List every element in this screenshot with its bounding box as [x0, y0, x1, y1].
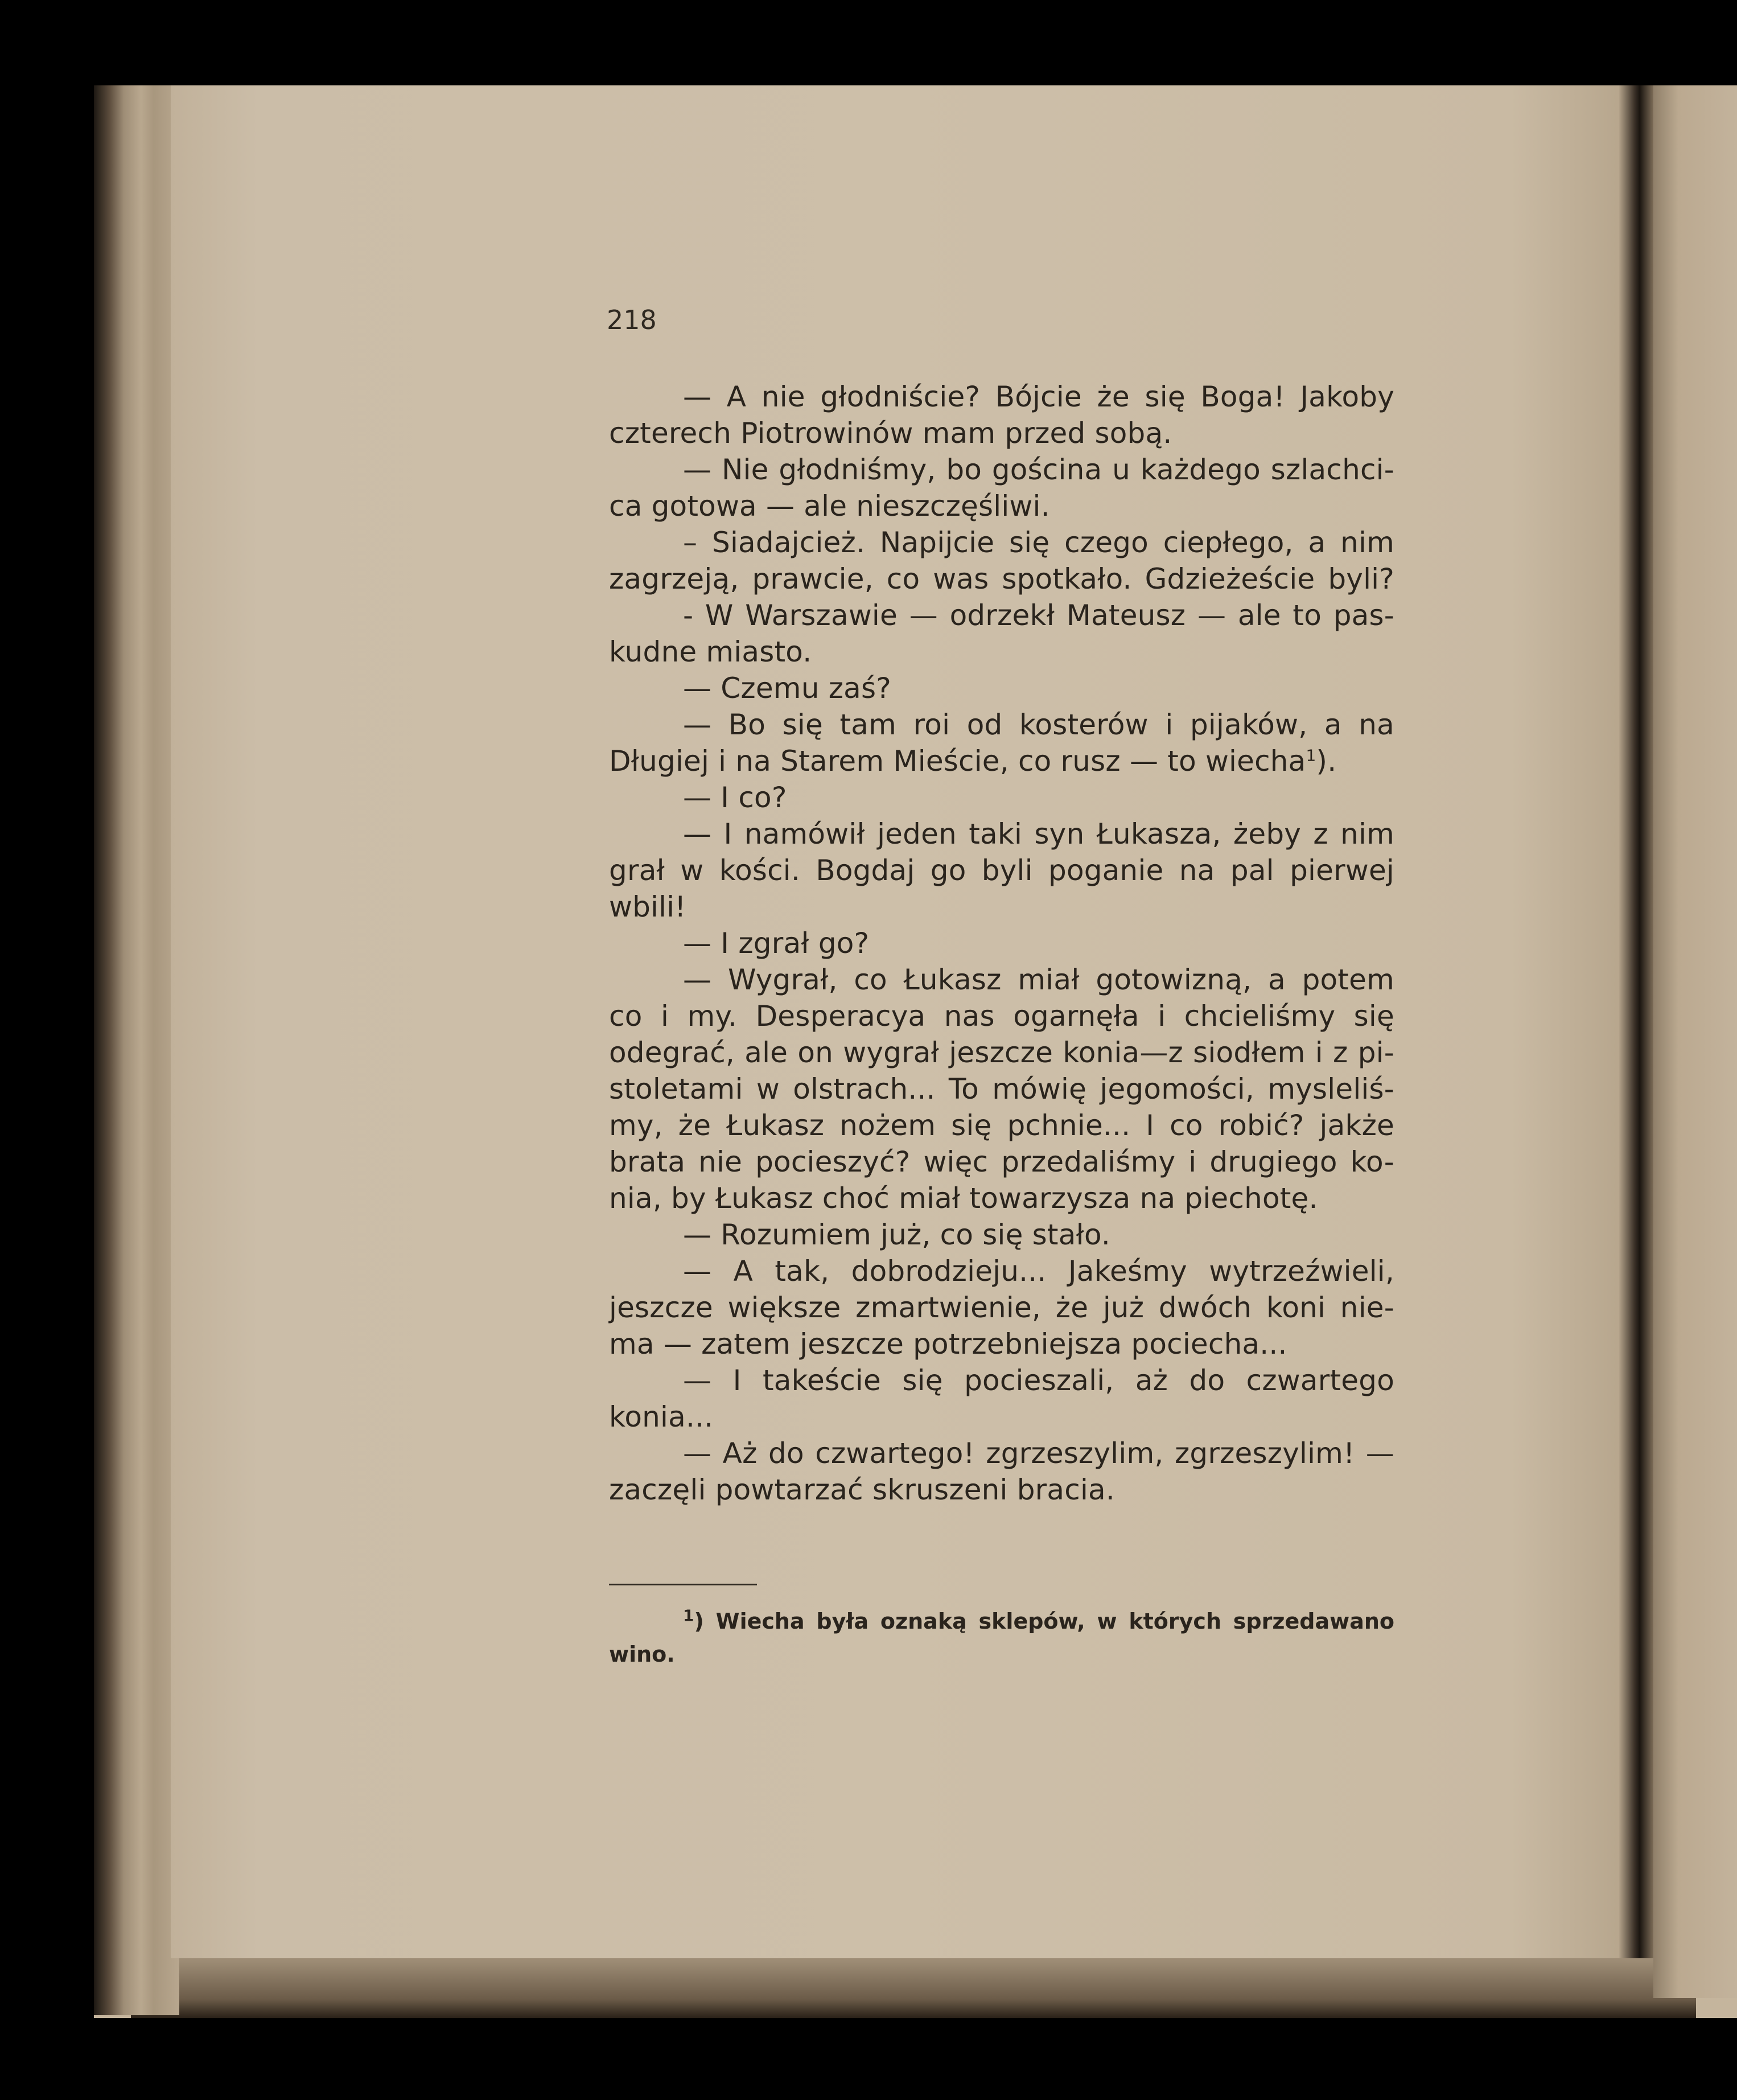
text-line-content: — Aż do czwartego! zgrzeszylim, zgrzeszylim! —: [683, 1437, 1394, 1470]
text-line: [609, 634, 1394, 670]
text-line-content: jeszcze większe zmartwienie, że już dwóch koni nie-: [609, 1291, 1394, 1324]
text-line: [609, 1289, 1394, 1326]
text-line: [609, 1107, 1394, 1144]
text-line: [609, 1326, 1394, 1362]
footnote-line-2: wino.: [609, 1642, 675, 1667]
text-line-content: — A tak, dobrodzieju... Jakeśmy wytrzeźwieli,: [683, 1255, 1394, 1288]
book-gutter: [1619, 85, 1653, 1958]
text-line-content: nia, by Łukasz choć miał towarzysza na piechotę.: [609, 1182, 1318, 1215]
text-line-content: ca gotowa — ale nieszczęśliwi.: [609, 490, 1050, 523]
text-line: [609, 561, 1394, 597]
text-line: [683, 1362, 1394, 1399]
footnote-reference: 1: [1306, 746, 1316, 765]
text-line: [683, 597, 1394, 634]
footnote-line-1: [683, 1605, 1394, 1637]
text-line: [683, 1217, 1394, 1253]
text-line-content: — I namówił jeden taki syn Łukasza, żeby z nim: [683, 817, 1394, 850]
text-line: [609, 1144, 1394, 1180]
text-line: [683, 961, 1394, 998]
text-line-tail: ).: [1316, 745, 1337, 778]
text-line-content: — A nie głodniście? Bójcie że się Boga! Jakoby: [683, 380, 1394, 413]
text-line: [609, 889, 1394, 925]
text-line-content: kudne miasto.: [609, 635, 812, 668]
text-line-content: co i my. Desperacya nas ogarnęła i chcieliśmy się: [609, 1000, 1394, 1033]
text-line: [683, 816, 1394, 852]
text-line: [683, 451, 1394, 488]
text-line-content: zaczęli powtarzać skruszeni bracia.: [609, 1473, 1115, 1506]
text-line: [683, 1253, 1394, 1289]
text-line: [609, 852, 1394, 889]
spine-edge: [94, 85, 179, 2015]
text-line-content: — Rozumiem już, co się stało.: [683, 1218, 1110, 1251]
text-line-content: odegrać, ale on wygrał jeszcze konia—z siodłem i z pi-: [609, 1036, 1394, 1069]
text-line-content: grał w kości. Bogdaj go byli poganie na pal pierwej: [609, 854, 1394, 887]
text-line: [683, 524, 1394, 561]
text-line-content: — Nie głodniśmy, bo gościna u każdego szlachci-: [683, 453, 1394, 486]
text-line: [683, 779, 1394, 816]
text-line: [609, 1071, 1394, 1107]
text-line: [683, 1435, 1394, 1472]
text-line-content: czterech Piotrowinów mam przed sobą.: [609, 417, 1172, 450]
text-line-content: zagrzeją, prawcie, co was spotkało. Gdzieżeście byli?: [609, 562, 1394, 595]
text-line-content: — I zgrał go?: [683, 927, 870, 960]
footnote-text-1: ) Wiecha była oznaką sklepów, w których sprzedawano: [694, 1609, 1394, 1634]
text-line-content: my, że Łukasz nożem się pchnie... I co robić? jakże: [609, 1109, 1394, 1142]
text-line: [683, 925, 1394, 961]
right-page-edge: [1653, 85, 1737, 1998]
text-line: [609, 1180, 1394, 1217]
footnote-marker: 1: [683, 1606, 694, 1625]
text-line: [609, 1399, 1394, 1435]
text-line-content: — I takeście się pocieszali, aż do czwartego: [683, 1364, 1394, 1397]
text-line-content: — Bo się tam roi od kosterów i pijaków, a na: [683, 708, 1394, 741]
text-line: [609, 415, 1394, 451]
text-line-content: – Siadajcież. Napijcie się czego ciepłego, a nim: [683, 526, 1394, 559]
text-line: [609, 1472, 1394, 1508]
text-line-content: ma — zatem jeszcze potrzebniejsza pociecha...: [609, 1328, 1287, 1361]
text-line-content: — Czemu zaś?: [683, 672, 891, 705]
text-line: [683, 379, 1394, 415]
text-line-content: wbili!: [609, 890, 686, 923]
text-line: [609, 998, 1394, 1034]
text-line-content: - W Warszawie — odrzekł Mateusz — ale to pas-: [683, 599, 1394, 632]
text-line-content: brata nie pocieszyć? więc przedaliśmy i drugiego ko-: [609, 1145, 1394, 1178]
text-line: [609, 1034, 1394, 1071]
text-line: [683, 670, 1394, 706]
text-line: [609, 488, 1394, 524]
text-line: [609, 743, 1394, 779]
text-line-content: — Wygrał, co Łukasz miał gotowizną, a potem: [683, 963, 1394, 996]
text-line-content: — I co?: [683, 781, 787, 814]
text-line-content: stoletami w olstrach... To mówię jegomości, mysleliś-: [609, 1072, 1394, 1106]
footnote-rule: [609, 1584, 757, 1585]
page-number: 218: [607, 305, 657, 335]
text-line-content: konia...: [609, 1400, 714, 1433]
text-line: [683, 706, 1394, 743]
text-line-content: Długiej i na Starem Mieście, co rusz — to wiecha: [609, 745, 1306, 778]
